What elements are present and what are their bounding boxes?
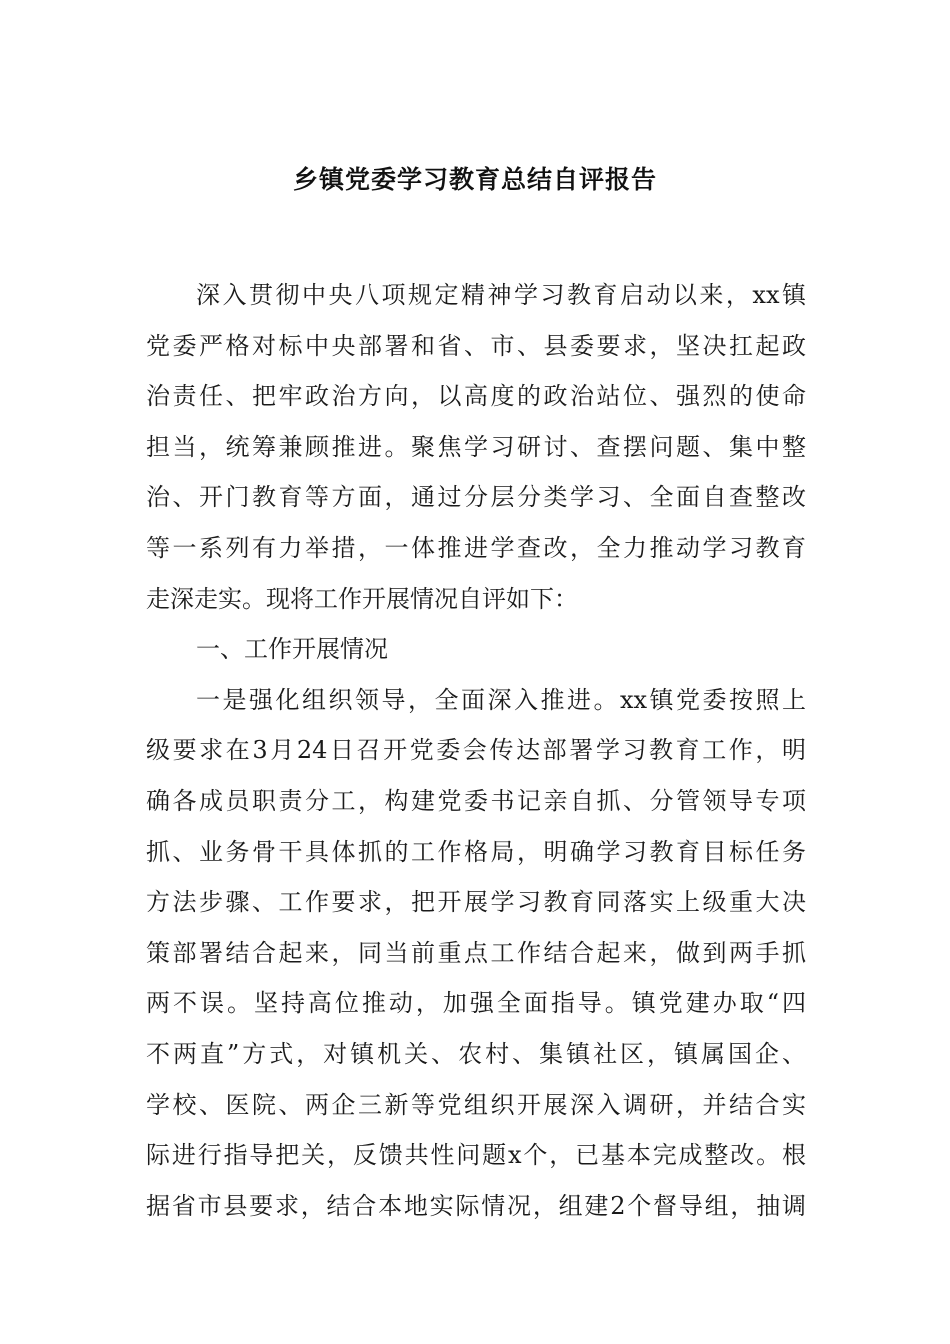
document-body: [146, 270, 806, 1231]
paragraph-line: 确各成员职责分工，构建党委书记亲自抓、分管领导专项: [146, 786, 806, 815]
section-heading: 一、工作开展情况: [196, 635, 388, 664]
paragraph-line: 级要求在3月24日召开党委会传达部署学习教育工作，明: [146, 736, 806, 765]
paragraph-line: 担当，统筹兼顾推进。聚焦学习研讨、查摆问题、集中整: [146, 432, 806, 461]
document-title: 乡镇党委学习教育总结自评报告: [292, 165, 657, 194]
paragraph-line: 策部署结合起来，同当前重点工作结合起来，做到两手抓: [146, 938, 806, 967]
paragraph-line: 两不误。坚持高位推动，加强全面指导。镇党建办取“四: [146, 989, 806, 1018]
paragraph-line: 治责任、把牢政治方向，以高度的政治站位、强烈的使命: [146, 382, 806, 411]
paragraph-line: 据省市县要求，结合本地实际情况，组建2个督导组，抽调: [146, 1191, 806, 1220]
paragraph-line: 不两直”方式，对镇机关、农村、集镇社区，镇属国企、: [146, 1039, 806, 1068]
paragraph-line: 方法步骤、工作要求，把开展学习教育同落实上级重大决: [146, 888, 806, 917]
paragraph-line: 一是强化组织领导，全面深入推进。xx镇党委按照上: [196, 685, 806, 714]
paragraph-line: 走深走实。现将工作开展情况自评如下：: [146, 584, 578, 613]
paragraph-line: 党委严格对标中央部署和省、市、县委要求，坚决扛起政: [146, 331, 806, 360]
paragraph-line: 抓、业务骨干具体抓的工作格局，明确学习教育目标任务: [146, 837, 806, 866]
paragraph-line: 治、开门教育等方面，通过分层分类学习、全面自查整改: [146, 483, 806, 512]
paragraph-line: 学校、医院、两企三新等党组织开展深入调研，并结合实: [146, 1090, 806, 1119]
paragraph-line: 等一系列有力举措，一体推进学查改，全力推动学习教育: [146, 533, 806, 562]
paragraph-line: 深入贯彻中央八项规定精神学习教育启动以来，xx镇: [196, 281, 806, 309]
paragraph-line: 际进行指导把关，反馈共性问题x个，已基本完成整改。根: [146, 1141, 806, 1170]
